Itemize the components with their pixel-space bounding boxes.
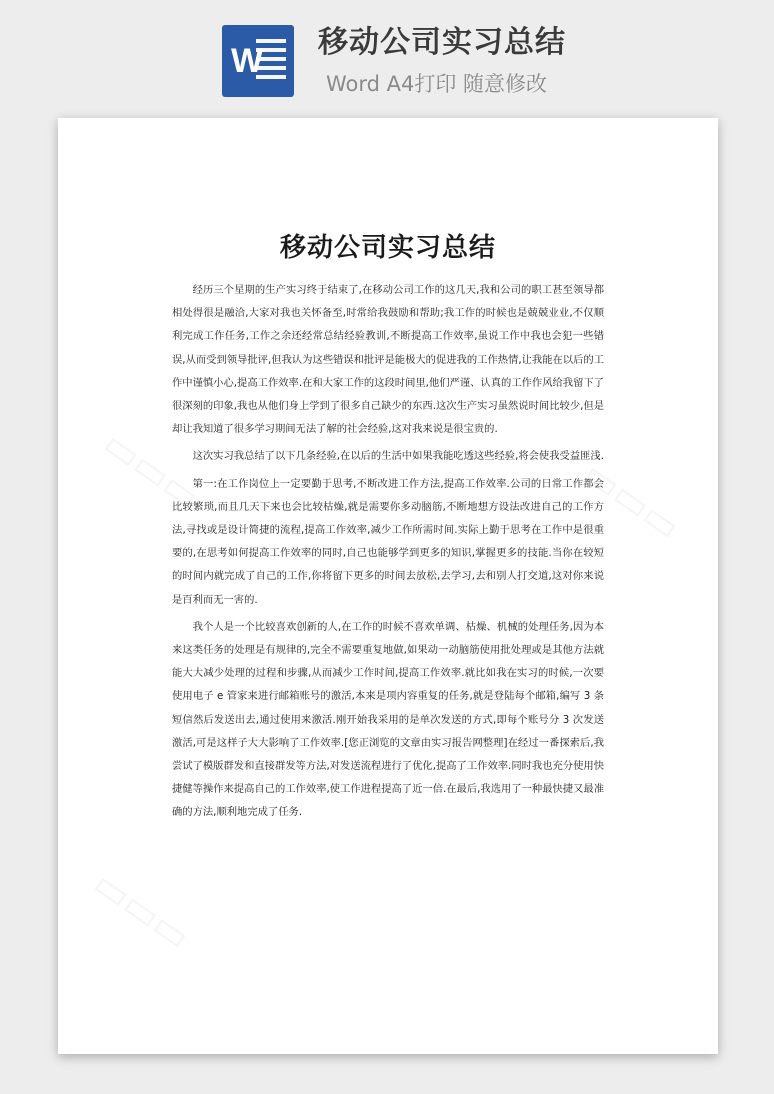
paragraph: 我个人是一个比较喜欢创新的人,在工作的时候不喜欢单调、枯燥、机械的处理任务,因为本来这类任务的处理是有规律的,完全不需要重复地做,如果动一动脑筋使用批处理或是其他方法就能大大减少处理的过程和步骤,从而减少工作时间,提高工作效率.就比如我在实习的时候,一次要使用电子 e 管家来进行邮箱账号的激活,本来是项内容重复的任务,就是登陆每个邮箱,编写 3 条短信然后发送出去,通过使用来激活.刚开始我采用的是单次发送的方式,即每个账号分 3 次发送激活,可是这样子大大影响了工作效率.[您正浏览的文章由实习报告网整理]在经过一番探索后,我尝试了模版群发和直接群发等方法,对发送流程进行了优化,提高了工作效率.同时我也充分使用快捷健等操作来提高自己的工作效率,使工作进程提高了近一倍.在最后,我选用了一种最快捷又最准确的方法,顺利地完成了任务. xyxy=(172,620,604,819)
watermark-decoration: ▭▭▭ xyxy=(575,451,689,549)
word-document-icon xyxy=(222,25,294,97)
document-title: 移动公司实习总结 xyxy=(279,233,496,263)
header-title: 移动公司实习总结 xyxy=(318,25,566,60)
header-subtitle: Word A4打印 随意修改 xyxy=(326,72,548,96)
watermark-decoration: ▭▭▭ xyxy=(85,861,199,959)
paragraph: 这次实习我总结了以下几条经验,在以后的生活中如果我能吃透这些经验,将会使我受益匪浅. xyxy=(192,450,604,463)
document-body xyxy=(172,279,604,829)
header-banner xyxy=(0,0,774,118)
paragraph: 经历三个星期的生产实习终于结束了,在移动公司工作的这几天,我和公司的职工甚至领导都相处得很是融洽,大家对我也关怀备至,时常给我鼓励和帮助;我工作的时候也是兢兢业业,不仅顺利完成工作任务,工作之余还经常总结经验教训,不断提高工作效率,虽说工作中我也会犯一些错误,从而受到领导批评,但我认为这些错误和批评是能极大的促进我的工作热情,让我能在以后的工作中谨慎小心,提高工作效率.在和大家工作的这段时间里,他们严谨、认真的工作作风给我留下了很深刻的印象,我也从他们身上学到了很多自己缺少的东西.这次生产实习虽然说时间比较少,但是却让我知道了很多学习期间无法了解的社会经验,这对我来说是很宝贵的. xyxy=(172,284,604,436)
document-page xyxy=(58,118,718,1054)
word-icon-letter: W xyxy=(231,42,264,80)
paragraph: 第一:在工作岗位上一定要勤于思考,不断改进工作方法,提高工作效率.公司的日常工作都会比较繁琐,而且几天下来也会比较枯燥,就是需要你多动脑筋,不断地想方设法改进自己的工作方法,寻找或是设计简捷的流程,提高工作效率,减少工作所需时间.实际上勤于思考在工作中是很重要的,在思考如何提高工作效率的同时,自己也能够学到更多的知识,掌握更多的技能.当你在较短的时间内就完成了自己的工作,你将留下更多的时间去放松,去学习,去和别人打交道,这对你来说是百利而无一害的. xyxy=(172,477,604,606)
watermark-decoration: ▭▭▭ xyxy=(95,421,209,519)
